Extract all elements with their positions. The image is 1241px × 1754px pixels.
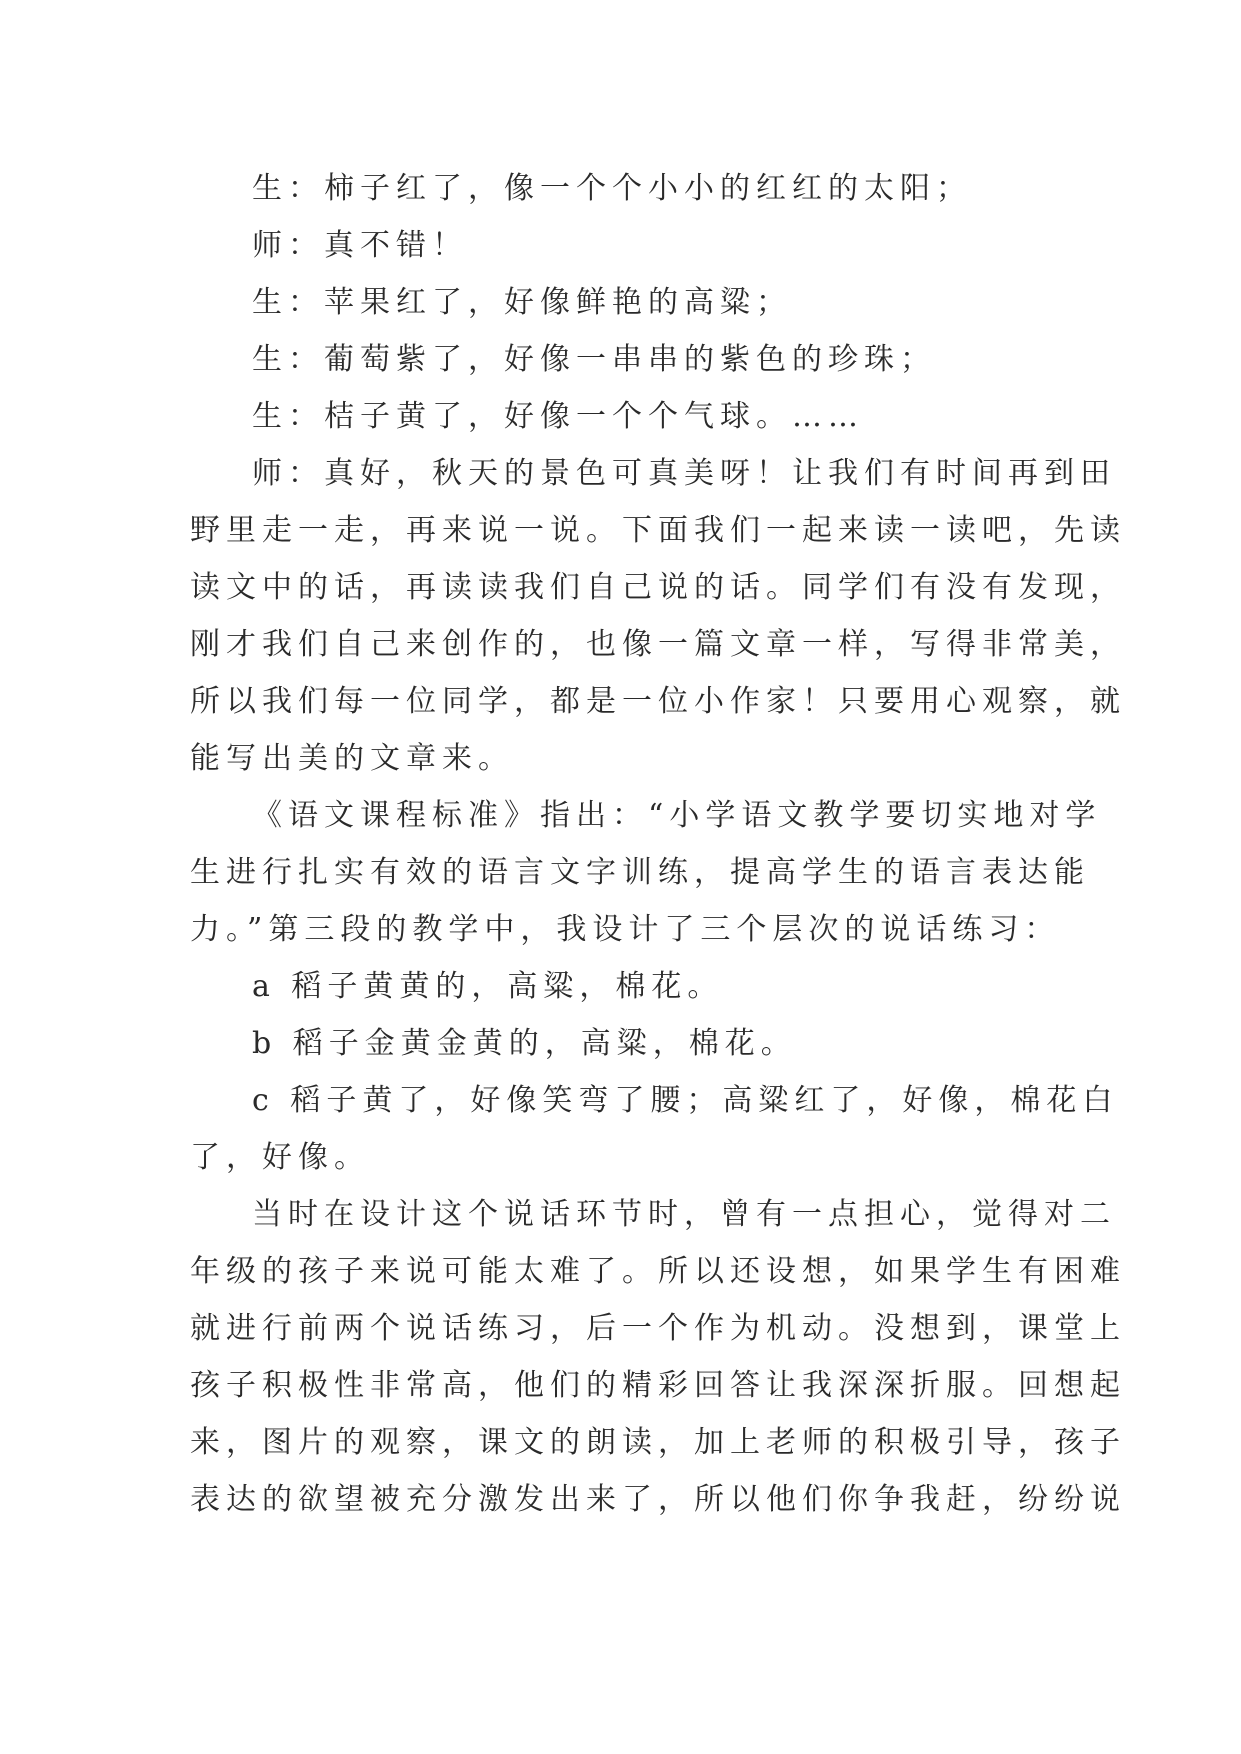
text-line: 生进行扎实有效的语言文字训练，提高学生的语言表达能 [190, 855, 1090, 890]
text-line: 表达的欲望被充分激发出来了，所以他们你争我赶，纷纷说 [190, 1482, 1126, 1517]
text-line: 来，图片的观察，课文的朗读，加上老师的积极引导，孩子 [190, 1425, 1126, 1460]
text-line: 能写出美的文章来。 [190, 741, 514, 776]
text-line: 野里走一走，再来说一说。下面我们一起来读一读吧，先读 [190, 513, 1126, 548]
text-line: 了，好像。 [190, 1140, 370, 1175]
text-line: 读文中的话，再读读我们自己说的话。同学们有没有发现， [190, 570, 1126, 605]
text-line: 师：真不错！ [252, 228, 468, 263]
text-line: 就进行前两个说话练习，后一个作为机动。没想到，课堂上 [190, 1311, 1126, 1346]
text-line: 《语文课程标准》指出：“小学语文教学要切实地对学 [252, 798, 1102, 833]
document-body [190, 160, 1126, 1528]
text-line: 刚才我们自己来创作的，也像一篇文章一样，写得非常美， [190, 627, 1126, 662]
text-line: c 稻子黄了，好像笑弯了腰；高粱红了，好像，棉花白 [252, 1083, 1119, 1118]
text-line: 孩子积极性非常高，他们的精彩回答让我深深折服。回想起 [190, 1368, 1126, 1403]
text-line: 力。”第三段的教学中，我设计了三个层次的说话练习： [190, 912, 1061, 947]
text-line: 所以我们每一位同学，都是一位小作家！只要用心观察，就 [190, 684, 1126, 719]
text-line: b 稻子金黄金黄的，高粱，棉花。 [252, 1026, 797, 1061]
text-line: 生：葡萄紫了，好像一串串的紫色的珍珠； [252, 342, 936, 377]
text-line: 年级的孩子来说可能太难了。所以还设想，如果学生有困难 [190, 1254, 1126, 1289]
text-line: 当时在设计这个说话环节时，曾有一点担心，觉得对二 [252, 1197, 1116, 1232]
text-line: 生：柿子红了，像一个个小小的红红的太阳； [252, 171, 972, 206]
text-line: 生：桔子黄了，好像一个个气球。…… [252, 399, 864, 434]
text-line: 师：真好，秋天的景色可真美呀！让我们有时间再到田 [252, 456, 1116, 491]
text-line: a 稻子黄黄的，高粱，棉花。 [252, 969, 724, 1004]
text-line: 生：苹果红了，好像鲜艳的高粱； [252, 285, 792, 320]
